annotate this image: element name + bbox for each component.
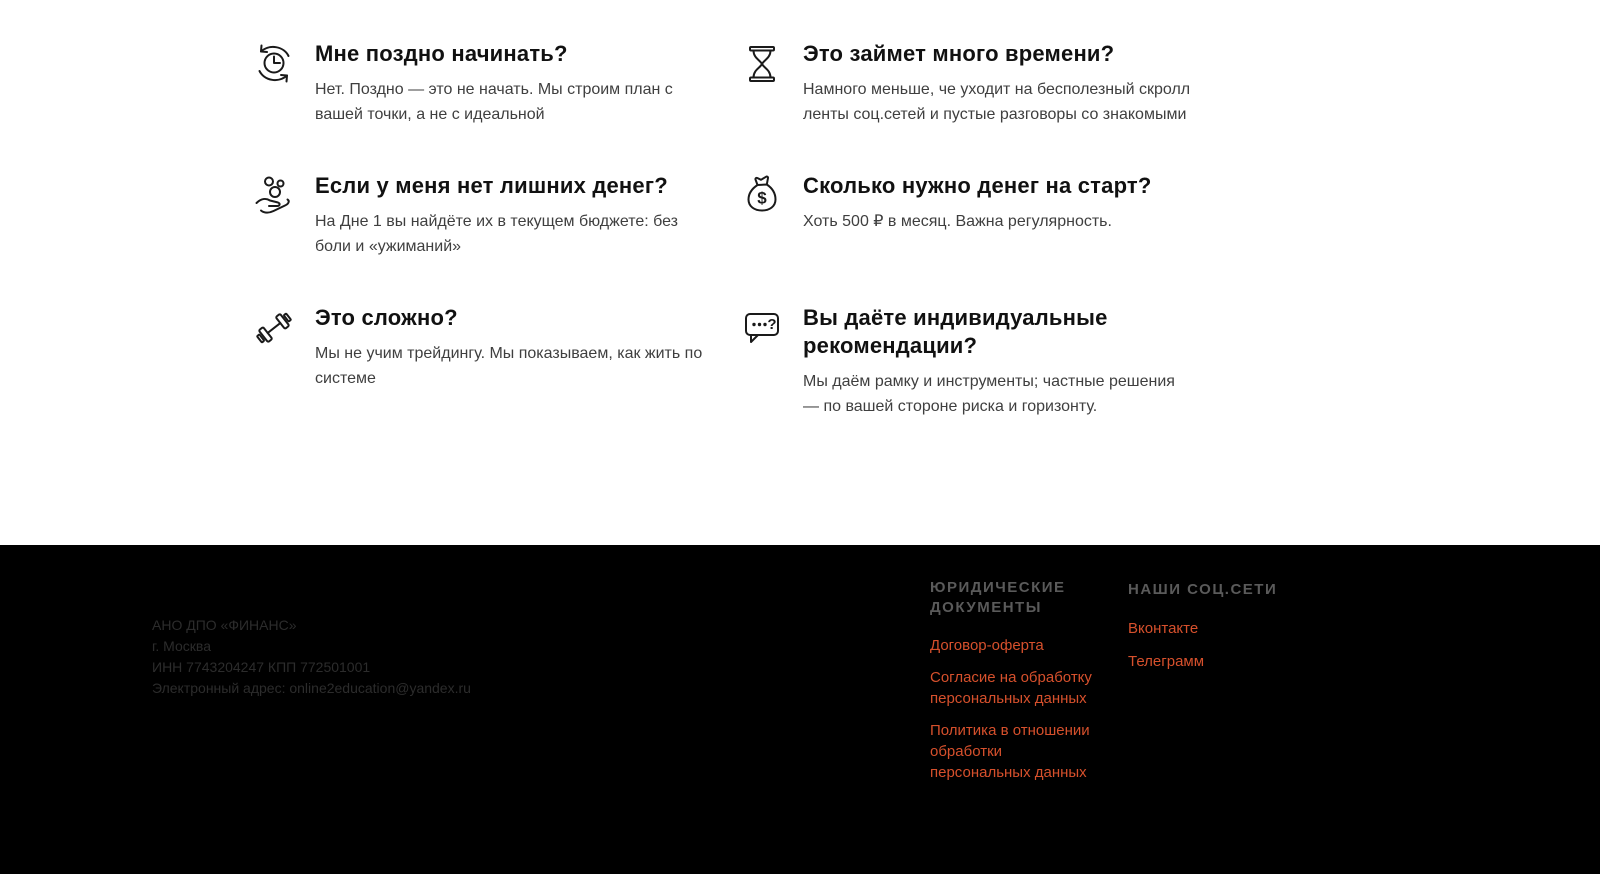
faq-question: Сколько нужно денег на старт?	[803, 173, 1152, 198]
legal-heading: ЮРИДИЧЕСКИЕ ДОКУМЕНТЫ	[930, 579, 1066, 616]
faq-item	[250, 304, 738, 419]
faq-body	[315, 40, 705, 127]
faq-body	[803, 172, 1152, 234]
social-link-vkontakte[interactable]: Вконтакте	[1128, 620, 1199, 637]
hand-coins-icon	[250, 172, 298, 220]
faq-body	[315, 304, 705, 391]
company-inn-kpp: ИНН 7743204247 КПП 772501001	[152, 659, 371, 675]
faq-question: Это займет много времени?	[803, 41, 1115, 66]
footer	[0, 545, 1600, 874]
faq-item	[738, 304, 1226, 419]
faq-question: Вы даёте индивидуальные рекомендации?	[803, 305, 1108, 358]
chat-question-icon	[738, 304, 786, 352]
faq-item	[738, 172, 1226, 259]
faq-item	[250, 172, 738, 259]
clock-history-icon	[250, 40, 298, 88]
faq-answer: Нет. Поздно — это не начать. Мы строим план с вашей точки, а не с идеальной	[315, 81, 673, 123]
faq-question: Это сложно?	[315, 305, 458, 330]
faq-body	[803, 40, 1193, 127]
company-email: Электронный адрес: online2education@yandex.ru	[152, 680, 471, 696]
company-city: г. Москва	[152, 638, 211, 654]
faq-answer: Хоть 500 ₽ в месяц. Важна регулярность.	[803, 213, 1112, 230]
faq-question: Если у меня нет лишних денег?	[315, 173, 668, 198]
faq-question: Мне поздно начинать?	[315, 41, 568, 66]
faq-item	[250, 40, 738, 127]
social-link-telegram[interactable]: Телеграмм	[1128, 653, 1205, 670]
company-name: АНО ДПО «ФИНАНС»	[152, 617, 297, 633]
hourglass-icon	[738, 40, 786, 88]
legal-link-consent[interactable]: Согласие на обработку персональных данных	[930, 669, 1092, 707]
faq-grid	[250, 40, 1600, 419]
dumbbell-icon	[250, 304, 298, 352]
svg-text:$: $	[757, 188, 767, 208]
faq-answer: На Дне 1 вы найдёте их в текущем бюджете: без боли и «ужиманий»	[315, 213, 679, 255]
faq-body	[315, 172, 705, 259]
faq-answer: Мы не учим трейдингу. Мы показываем, как жить по системе	[315, 345, 703, 387]
footer-legal-column	[930, 578, 1098, 794]
legal-link-offer[interactable]: Договор-оферта	[930, 637, 1044, 654]
footer-social-column	[1128, 580, 1298, 684]
footer-company-info	[152, 615, 471, 699]
legal-link-policy[interactable]: Политика в отношении обработки персональных данных	[930, 722, 1090, 781]
social-heading: НАШИ СОЦ.СЕТИ	[1128, 581, 1278, 598]
faq-answer: Мы даём рамку и инструменты; частные решения — по вашей стороне риска и горизонту.	[803, 373, 1175, 415]
faq-item	[738, 40, 1226, 127]
faq-body	[803, 304, 1193, 419]
svg-text:?: ?	[767, 316, 777, 333]
money-bag-icon	[738, 172, 786, 220]
faq-answer: Намного меньше, че уходит на бесполезный скролл ленты соц.сетей и пустые разговоры со знакомыми	[803, 81, 1191, 123]
